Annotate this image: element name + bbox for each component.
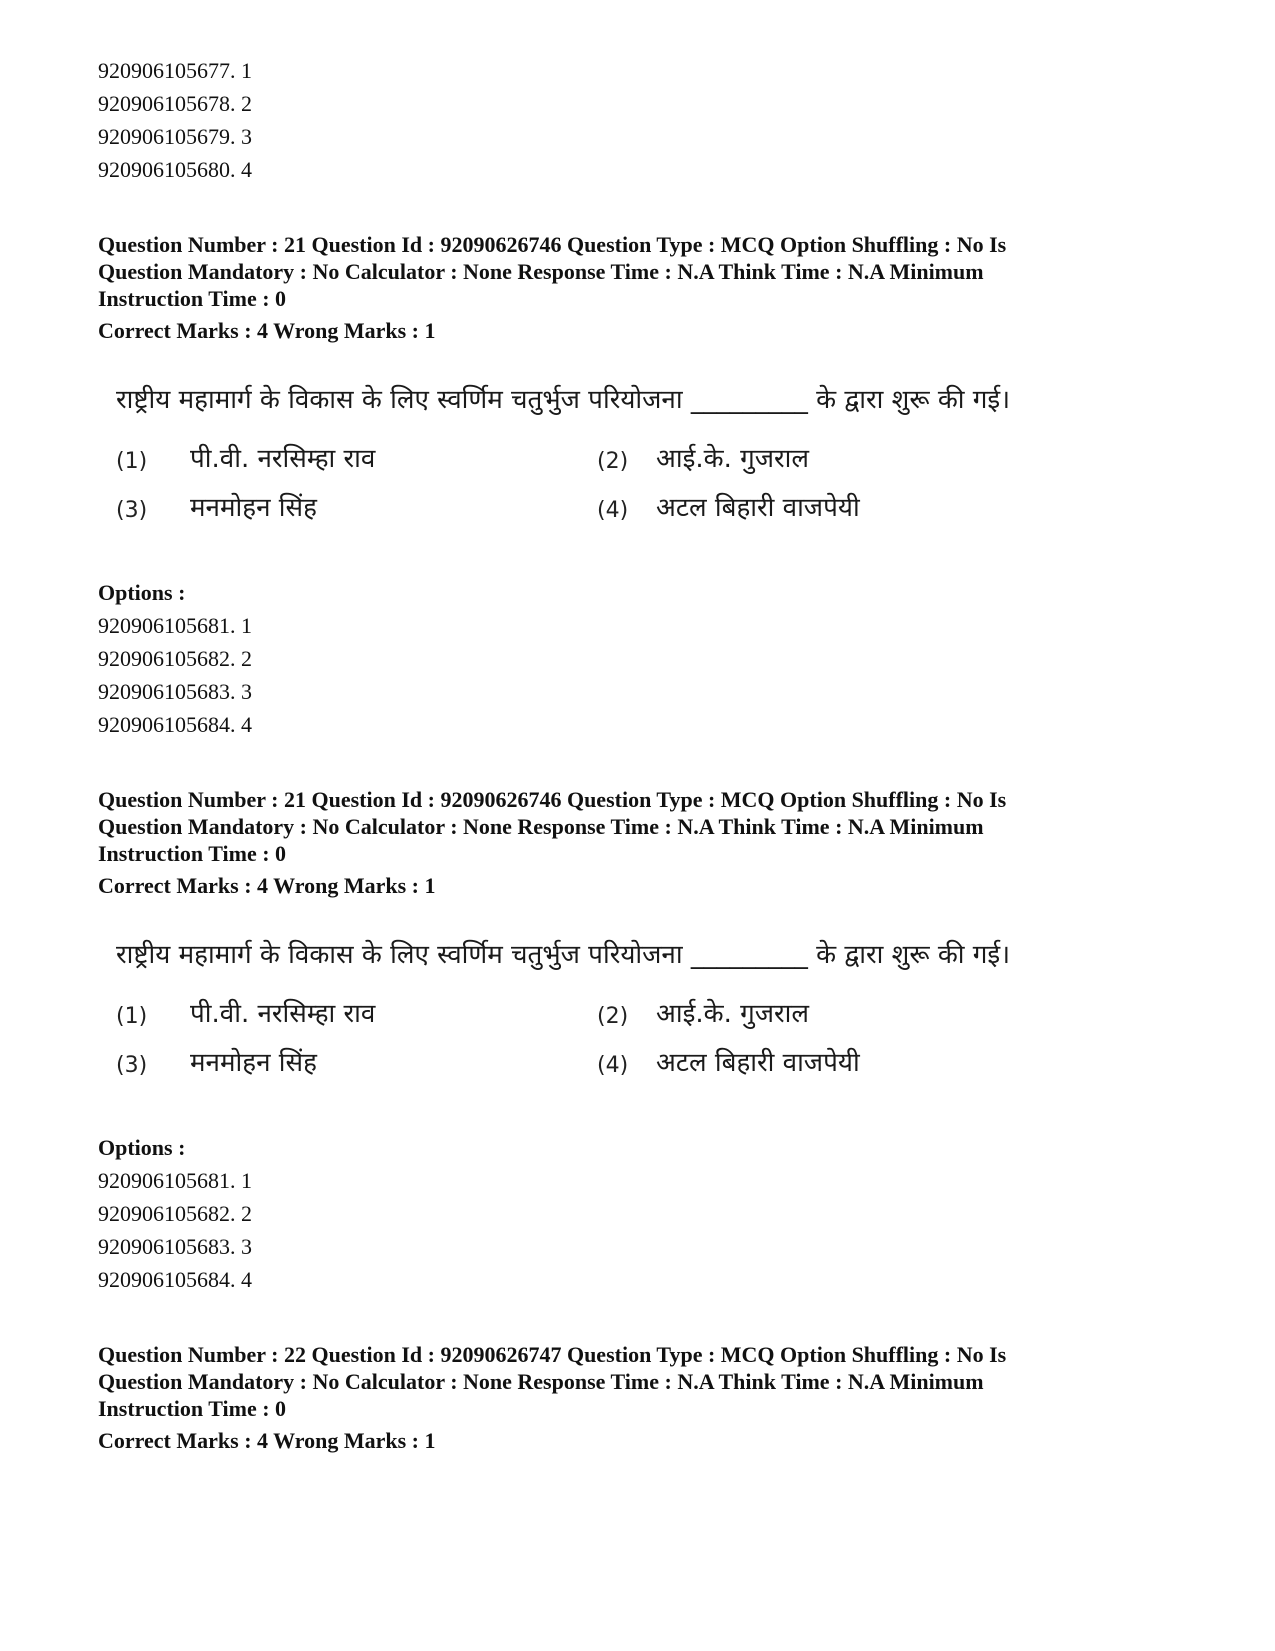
- option-line: 920906105680. 4: [98, 157, 252, 182]
- option-line: 920906105684. 4: [98, 712, 252, 737]
- option-line: 920906105683. 3: [98, 679, 252, 704]
- question-option-text: पी.वी. नरसिम्हा राव: [190, 444, 376, 474]
- question-option-number: (1): [116, 1004, 148, 1029]
- question-option-number: (3): [116, 1053, 148, 1078]
- question-header: Question Mandatory : No Calculator : None Response Time : N.A Think Time : N.A Minimum: [98, 259, 984, 284]
- marks-line: Correct Marks : 4 Wrong Marks : 1: [98, 873, 436, 898]
- question-option-text: अटल बिहारी वाजपेयी: [656, 1048, 860, 1078]
- option-line: 920906105681. 1: [98, 1168, 252, 1193]
- question-header: Instruction Time : 0: [98, 286, 287, 311]
- question-option-number: (2): [597, 1004, 629, 1029]
- question-stem: राष्ट्रीय महामार्ग के विकास के लिए स्वर्णिम चतुर्भुज परियोजना _________ के द्वारा शुरू की गई।: [116, 385, 1011, 415]
- option-line: 920906105679. 3: [98, 124, 252, 149]
- question-header: Instruction Time : 0: [98, 841, 287, 866]
- marks-line: Correct Marks : 4 Wrong Marks : 1: [98, 318, 436, 343]
- question-option-text: अटल बिहारी वाजपेयी: [656, 493, 860, 523]
- question-option-number: (2): [597, 449, 629, 474]
- option-line: 920906105677. 1: [98, 58, 252, 83]
- question-option-number: (4): [597, 498, 629, 523]
- question-option-text: पी.वी. नरसिम्हा राव: [190, 999, 376, 1029]
- question-header: Question Number : 21 Question Id : 92090626746 Question Type : MCQ Option Shuffling : No Is: [98, 787, 1007, 812]
- question-header: Question Number : 22 Question Id : 92090626747 Question Type : MCQ Option Shuffling : No Is: [98, 1342, 1007, 1367]
- question-header: Question Mandatory : No Calculator : None Response Time : N.A Think Time : N.A Minimum: [98, 814, 984, 839]
- option-line: 920906105681. 1: [98, 613, 252, 638]
- question-option-text: मनमोहन सिंह: [190, 493, 317, 523]
- option-line: 920906105682. 2: [98, 1201, 252, 1226]
- question-stem: राष्ट्रीय महामार्ग के विकास के लिए स्वर्णिम चतुर्भुज परियोजना _________ के द्वारा शुरू की गई।: [116, 940, 1011, 970]
- question-option-number: (4): [597, 1053, 629, 1078]
- question-header: Question Number : 21 Question Id : 92090626746 Question Type : MCQ Option Shuffling : No Is: [98, 232, 1007, 257]
- question-option-number: (1): [116, 449, 148, 474]
- option-line: 920906105684. 4: [98, 1267, 252, 1292]
- question-option-text: आई.के. गुजराल: [656, 444, 810, 474]
- question-header: Question Mandatory : No Calculator : None Response Time : N.A Think Time : N.A Minimum: [98, 1369, 984, 1394]
- option-line: 920906105683. 3: [98, 1234, 252, 1259]
- marks-line: Correct Marks : 4 Wrong Marks : 1: [98, 1428, 436, 1453]
- options-label: Options :: [98, 580, 186, 605]
- question-option-text: मनमोहन सिंह: [190, 1048, 317, 1078]
- question-header: Instruction Time : 0: [98, 1396, 287, 1421]
- question-option-text: आई.के. गुजराल: [656, 999, 810, 1029]
- option-line: 920906105682. 2: [98, 646, 252, 671]
- options-label: Options :: [98, 1135, 186, 1160]
- question-option-number: (3): [116, 498, 148, 523]
- option-line: 920906105678. 2: [98, 91, 252, 116]
